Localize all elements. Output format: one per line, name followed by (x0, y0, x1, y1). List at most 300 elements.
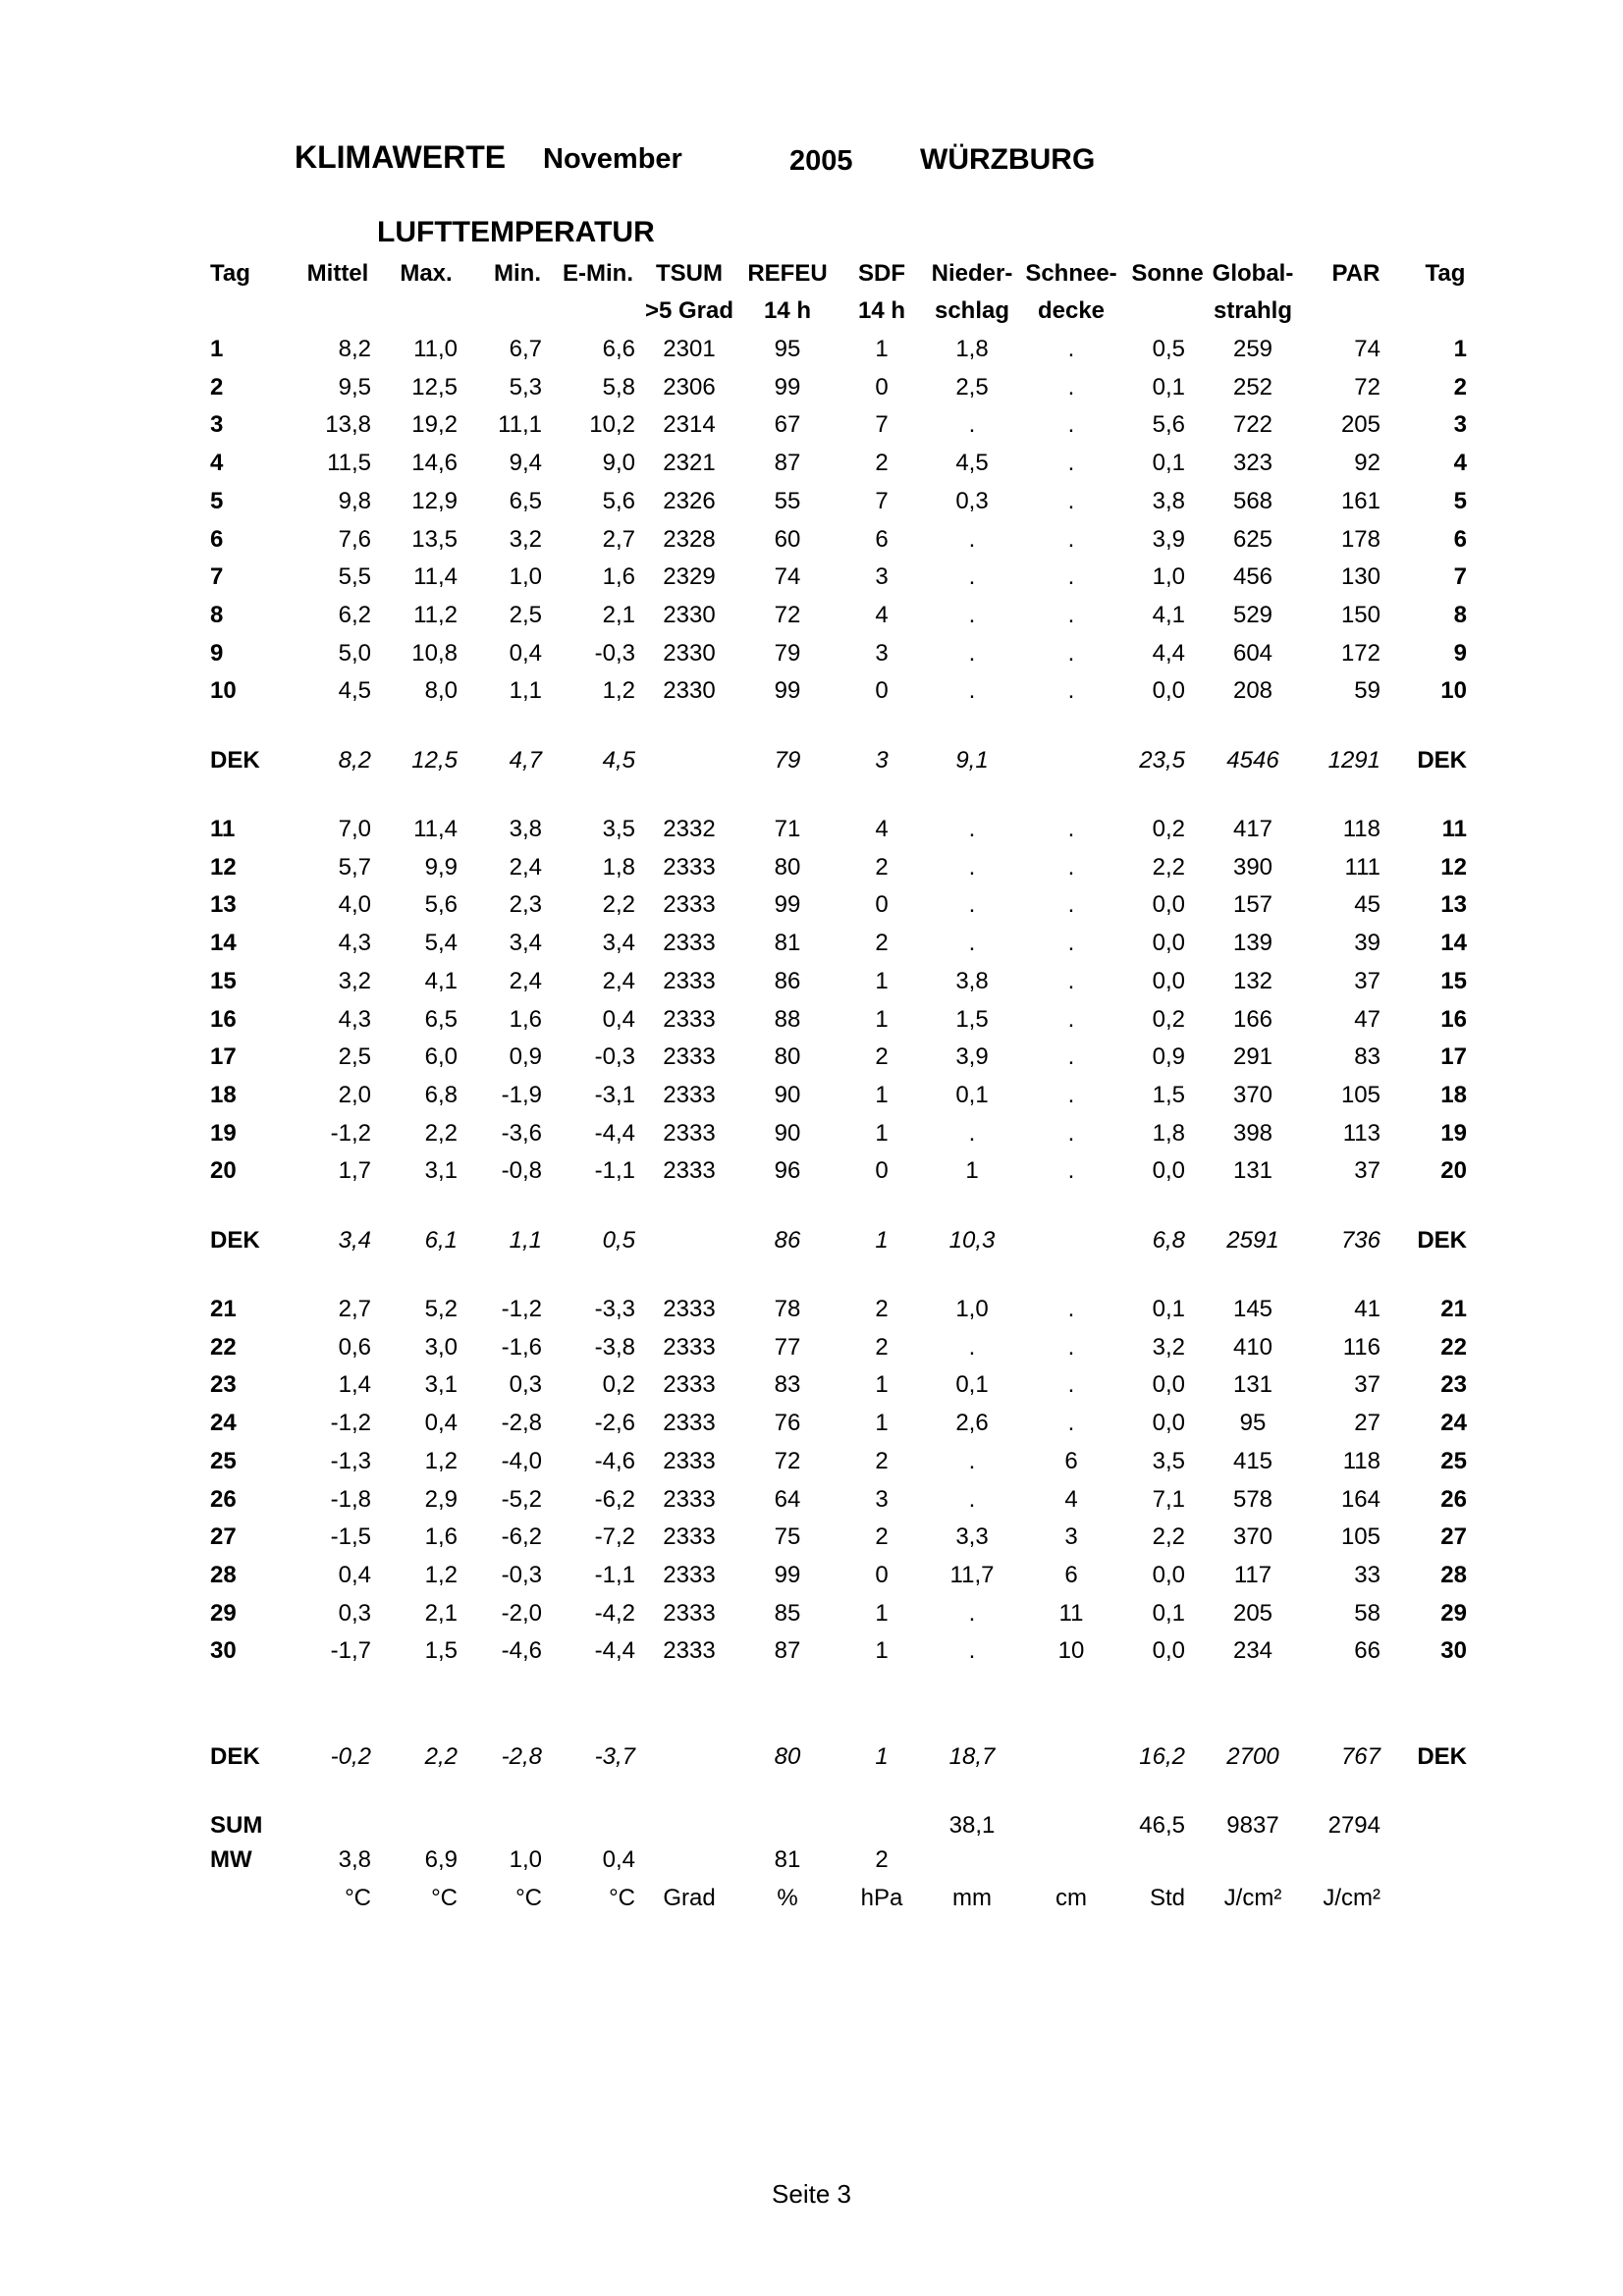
cell-value: Std (1149, 1885, 1185, 1911)
cell-value: 90 (774, 1082, 801, 1108)
cell-value: . (1067, 411, 1075, 438)
cell-value: 2,5 (509, 602, 542, 628)
cell-value: 178 (1340, 526, 1380, 553)
cell-label: Tag (1425, 260, 1466, 287)
cell-value: 9,5 (338, 374, 371, 400)
cell-value: 252 (1232, 374, 1273, 400)
cell-value: 0 (875, 1562, 889, 1588)
cell-value: 1,8 (602, 854, 635, 881)
cell-value: 3,2 (338, 968, 371, 994)
column-header-row (0, 256, 1623, 292)
cell-value: 259 (1232, 336, 1273, 362)
cell-value: 11,1 (498, 411, 542, 438)
table-row (0, 1292, 1623, 1327)
cell-value: >5 Grad (644, 297, 734, 324)
cell-value: 0,4 (509, 640, 542, 667)
cell-value: 234 (1232, 1637, 1273, 1664)
cell-value: 118 (1342, 816, 1380, 842)
cell-value: . (1067, 1082, 1075, 1108)
cell-value: 7,1 (1152, 1486, 1185, 1513)
cell-value: 5,4 (424, 930, 458, 956)
cell-value: 208 (1232, 677, 1273, 704)
cell-value: 37 (1354, 968, 1380, 994)
cell-value: 3,9 (955, 1043, 989, 1070)
cell-label: 25 (1440, 1448, 1467, 1474)
cell-value: 1 (875, 1227, 889, 1254)
cell-value: 145 (1232, 1296, 1273, 1322)
cell-value: -1,3 (330, 1448, 371, 1474)
cell-value: 2333 (663, 854, 716, 881)
cell-label: 13 (210, 891, 237, 918)
cell-value: -5,2 (501, 1486, 542, 1513)
cell-label: 16 (1440, 1006, 1467, 1033)
cell-label: 27 (210, 1523, 237, 1550)
cell-value: 0,0 (1152, 1562, 1185, 1588)
cell-value: 0,0 (1152, 930, 1185, 956)
table-row (0, 1558, 1623, 1593)
cell-value: 46,5 (1139, 1812, 1185, 1839)
cell-label: DEK (210, 1743, 260, 1770)
cell-value: 2333 (663, 1296, 716, 1322)
cell-label: DEK (1417, 1743, 1467, 1770)
cell-value: 1 (875, 1120, 889, 1147)
cell-value: 0,0 (1152, 677, 1185, 704)
cell-value: 90 (774, 1120, 801, 1147)
cell-label: 30 (1440, 1637, 1467, 1664)
cell-value: 2333 (663, 1043, 716, 1070)
cell-value: 1 (875, 1371, 889, 1398)
cell-value: 2328 (663, 526, 716, 553)
cell-label: 15 (210, 968, 237, 994)
cell-value: -6,2 (501, 1523, 542, 1550)
cell-label: 21 (210, 1296, 237, 1322)
cell-value: 99 (774, 677, 801, 704)
cell-value: . (1067, 677, 1075, 704)
cell-value: . (968, 526, 976, 553)
cell-value: 161 (1340, 488, 1380, 514)
cell-value: 0,3 (509, 1371, 542, 1398)
cell-value: 37 (1354, 1157, 1380, 1184)
cell-value: 2,4 (602, 968, 635, 994)
cell-value: 80 (774, 1043, 801, 1070)
cell-value: 79 (774, 640, 801, 667)
cell-value: 164 (1340, 1486, 1380, 1513)
table-row (0, 926, 1623, 961)
cell-value: 4,5 (338, 677, 371, 704)
cell-value: 4 (875, 602, 889, 628)
table-row (0, 1482, 1623, 1518)
cell-value: 2332 (663, 816, 716, 842)
cell-value: Mittel (306, 260, 369, 287)
cell-value: 1,5 (1152, 1082, 1185, 1108)
cell-value: 6,8 (1152, 1227, 1185, 1254)
cell-value: 2 (875, 1846, 889, 1873)
cell-value: 2 (875, 1523, 889, 1550)
table-row (0, 812, 1623, 847)
cell-value: J/cm² (1323, 1885, 1380, 1911)
cell-value: 3 (875, 640, 889, 667)
cell-value: . (968, 891, 976, 918)
cell-value: 72 (774, 1448, 801, 1474)
cell-value: 2,9 (424, 1486, 458, 1513)
cell-value: 6 (875, 526, 889, 553)
cell-value: 736 (1340, 1227, 1380, 1254)
cell-value: -4,6 (501, 1637, 542, 1664)
cell-value: 370 (1232, 1082, 1273, 1108)
cell-value: 415 (1232, 1448, 1273, 1474)
cell-value: . (968, 1637, 976, 1664)
cell-value: 4 (875, 816, 889, 842)
cell-value: 47 (1354, 1006, 1380, 1033)
cell-value: mm (952, 1885, 992, 1911)
cell-label: 11 (1441, 816, 1467, 842)
cell-value: 2326 (663, 488, 716, 514)
cell-label: SUM (210, 1812, 263, 1839)
cell-value: 172 (1340, 640, 1380, 667)
cell-label: 7 (1453, 563, 1467, 590)
cell-value: Grad (663, 1885, 716, 1911)
cell-value: 14 h (857, 297, 906, 324)
cell-value: 11 (1058, 1600, 1084, 1627)
table-row (0, 964, 1623, 999)
table-row (0, 370, 1623, 405)
cell-value: -1,1 (594, 1562, 635, 1588)
cell-value: 2,5 (955, 374, 989, 400)
cell-label: 4 (1453, 450, 1467, 476)
cell-value: 291 (1232, 1043, 1273, 1070)
cell-value: 2 (875, 450, 889, 476)
cell-value: 1 (875, 1006, 889, 1033)
cell-value: 1,6 (424, 1523, 458, 1550)
cell-value: 157 (1232, 891, 1273, 918)
cell-value: 99 (774, 891, 801, 918)
cell-value: . (1067, 816, 1075, 842)
cell-value: 0,0 (1152, 1637, 1185, 1664)
cell-value: 16,2 (1139, 1743, 1185, 1770)
cell-value: 113 (1342, 1120, 1380, 1147)
cell-value: 0,4 (602, 1006, 635, 1033)
cell-label: 5 (210, 488, 224, 514)
cell-value: 456 (1232, 563, 1273, 590)
cell-value: . (968, 854, 976, 881)
cell-value: 4546 (1226, 747, 1279, 774)
report-year: 2005 (789, 145, 853, 177)
cell-value: . (1067, 450, 1075, 476)
cell-value: -4,2 (594, 1600, 635, 1627)
table-row (0, 560, 1623, 595)
cell-value: 87 (774, 450, 801, 476)
table-row (0, 484, 1623, 519)
cell-value: 0,4 (424, 1410, 458, 1436)
cell-value: 2 (875, 1043, 889, 1070)
cell-value: . (968, 1120, 976, 1147)
table-row (0, 1002, 1623, 1038)
cell-value: 2333 (663, 1486, 716, 1513)
cell-value: 0,0 (1152, 1157, 1185, 1184)
cell-value: 79 (774, 747, 801, 774)
cell-value: 131 (1232, 1157, 1273, 1184)
report-month: November (543, 143, 682, 175)
cell-label: 26 (210, 1486, 237, 1513)
cell-value: E-Min. (563, 260, 633, 287)
cell-value: . (968, 1600, 976, 1627)
cell-value: 2,0 (338, 1082, 371, 1108)
cell-label: 10 (210, 677, 237, 704)
cell-value: 6,2 (338, 602, 371, 628)
cell-value: 74 (1354, 336, 1380, 362)
cell-label: DEK (1417, 1227, 1467, 1254)
cell-value: 9,4 (509, 450, 542, 476)
table-row (0, 1078, 1623, 1113)
cell-value: 0,4 (602, 1846, 635, 1873)
cell-value: °C (345, 1885, 371, 1911)
cell-value: 568 (1232, 488, 1273, 514)
cell-value: -4,0 (501, 1448, 542, 1474)
cell-value: 5,0 (338, 640, 371, 667)
cell-value: -0,3 (501, 1562, 542, 1588)
cell-label: 4 (210, 450, 224, 476)
cell-value: . (968, 1448, 976, 1474)
cell-value: . (968, 563, 976, 590)
cell-value: 2333 (663, 1334, 716, 1361)
cell-value: 0,4 (338, 1562, 371, 1588)
cell-value: 0,5 (602, 1227, 635, 1254)
cell-value: 13,8 (325, 411, 371, 438)
cell-value: 45 (1354, 891, 1380, 918)
cell-label: DEK (210, 1227, 260, 1254)
cell-value: 0,9 (509, 1043, 542, 1070)
cell-value: TSUM (656, 260, 723, 287)
cell-value: -6,2 (594, 1486, 635, 1513)
table-row (0, 850, 1623, 885)
cell-value: Global- (1212, 260, 1294, 287)
cell-value: 99 (774, 374, 801, 400)
table-row (0, 1520, 1623, 1555)
cell-label: 17 (1440, 1043, 1467, 1070)
cell-value: 37 (1354, 1371, 1380, 1398)
cell-value: 4,4 (1152, 640, 1185, 667)
cell-value: 60 (774, 526, 801, 553)
table-row (0, 636, 1623, 671)
cell-label: MW (210, 1846, 252, 1873)
cell-label: 3 (210, 411, 224, 438)
cell-value: 10,8 (411, 640, 458, 667)
cell-label: 18 (1440, 1082, 1467, 1108)
cell-value: 2333 (663, 1562, 716, 1588)
cell-value: 1,4 (338, 1371, 371, 1398)
column-subheader-row (0, 294, 1623, 329)
cell-value: -1,6 (501, 1334, 542, 1361)
cell-value: 12,5 (411, 747, 458, 774)
cell-label: 21 (1440, 1296, 1467, 1322)
cell-value: 5,8 (602, 374, 635, 400)
cell-value: 2333 (663, 1523, 716, 1550)
cell-value: 9,0 (602, 450, 635, 476)
cell-value: 8,0 (424, 677, 458, 704)
cell-value: 83 (1354, 1043, 1380, 1070)
cell-value: 72 (1354, 374, 1380, 400)
table-row (0, 1406, 1623, 1441)
cell-value: -1,8 (330, 1486, 371, 1513)
cell-value: 39 (1354, 930, 1380, 956)
cell-value: 4 (1064, 1486, 1078, 1513)
cell-label: 19 (1440, 1120, 1467, 1147)
cell-value: 0,2 (1152, 816, 1185, 842)
cell-value: 2794 (1327, 1812, 1380, 1839)
cell-value: 105 (1340, 1082, 1380, 1108)
cell-label: 22 (1440, 1334, 1467, 1361)
cell-value: 2333 (663, 891, 716, 918)
cell-value: % (777, 1885, 798, 1911)
cell-value: cm (1055, 1885, 1087, 1911)
cell-value: 2700 (1226, 1743, 1279, 1770)
cell-value: 81 (774, 930, 801, 956)
cell-value: 88 (774, 1006, 801, 1033)
cell-value: 59 (1354, 677, 1380, 704)
cell-label: 28 (210, 1562, 237, 1588)
cell-value: 9,1 (955, 747, 989, 774)
cell-value: 11,4 (413, 563, 458, 590)
cell-value: 2,7 (602, 526, 635, 553)
sum-row (0, 1808, 1623, 1843)
cell-value: Min. (494, 260, 541, 287)
cell-value: 3,9 (1152, 526, 1185, 553)
cell-value: 6,7 (509, 336, 542, 362)
cell-value: . (968, 411, 976, 438)
cell-value: 3 (875, 563, 889, 590)
cell-value: 0,0 (1152, 1410, 1185, 1436)
cell-label: 6 (210, 526, 224, 553)
cell-value: 2333 (663, 1410, 716, 1436)
cell-value: 1,0 (1152, 563, 1185, 590)
cell-value: -4,4 (594, 1120, 635, 1147)
cell-value: 1,2 (424, 1562, 458, 1588)
cell-value: 111 (1344, 854, 1380, 881)
cell-label: 12 (1440, 854, 1467, 881)
cell-value: . (968, 1334, 976, 1361)
cell-value: 7 (875, 411, 889, 438)
cell-value: 1 (875, 1637, 889, 1664)
cell-value: 4,0 (338, 891, 371, 918)
cell-value: 3,5 (1152, 1448, 1185, 1474)
cell-label: 29 (210, 1600, 237, 1627)
cell-value: 4,5 (602, 747, 635, 774)
cell-value: 86 (774, 1227, 801, 1254)
cell-value: . (1067, 854, 1075, 881)
cell-value: 38,1 (948, 1812, 996, 1839)
table-row (0, 1153, 1623, 1189)
report-city: WÜRZBURG (920, 143, 1096, 176)
cell-value: . (1067, 336, 1075, 362)
cell-value: 1,1 (509, 1227, 542, 1254)
cell-value: 0,1 (1152, 450, 1185, 476)
cell-label: 12 (210, 854, 237, 881)
cell-value: 2 (875, 1296, 889, 1322)
cell-value: 116 (1342, 1334, 1380, 1361)
cell-value: 2,6 (955, 1410, 989, 1436)
cell-value: 130 (1340, 563, 1380, 590)
cell-value: 6,9 (424, 1846, 458, 1873)
cell-value: 8,2 (338, 336, 371, 362)
cell-value: 2333 (663, 1157, 716, 1184)
table-row (0, 1444, 1623, 1479)
cell-value: -1,2 (330, 1120, 371, 1147)
cell-label: 1 (1453, 336, 1467, 362)
cell-value: 2333 (663, 1637, 716, 1664)
cell-value: 323 (1232, 450, 1273, 476)
cell-value: 95 (774, 336, 801, 362)
cell-value: 4,7 (509, 747, 542, 774)
cell-value: 2333 (663, 1448, 716, 1474)
table-row (0, 887, 1623, 923)
cell-label: 19 (210, 1120, 237, 1147)
cell-value: J/cm² (1223, 1885, 1282, 1911)
cell-value: 78 (774, 1296, 801, 1322)
cell-value: 74 (774, 563, 801, 590)
cell-value: 23,5 (1139, 747, 1185, 774)
cell-label: 22 (210, 1334, 237, 1361)
cell-value: 6,1 (424, 1227, 458, 1254)
cell-value: 27 (1354, 1410, 1380, 1436)
cell-label: DEK (210, 747, 260, 774)
cell-value: 95 (1239, 1410, 1267, 1436)
cell-value: 2306 (663, 374, 716, 400)
cell-value: 14,6 (411, 450, 458, 476)
cell-label: 23 (210, 1371, 237, 1398)
cell-label: 13 (1440, 891, 1467, 918)
cell-value: 0 (875, 891, 889, 918)
cell-value: 0,3 (955, 488, 989, 514)
cell-value: 2,2 (602, 891, 635, 918)
cell-value: 77 (774, 1334, 801, 1361)
cell-value: . (1067, 1006, 1075, 1033)
cell-value: 83 (774, 1371, 801, 1398)
cell-value: 2333 (663, 968, 716, 994)
cell-label: 6 (1453, 526, 1467, 553)
cell-value: 4,3 (338, 930, 371, 956)
cell-value: strahlg (1213, 297, 1293, 324)
cell-value: -0,3 (594, 640, 635, 667)
cell-value: 1,2 (424, 1448, 458, 1474)
decade-row (0, 1739, 1623, 1775)
cell-label: DEK (1417, 747, 1467, 774)
mean-row (0, 1842, 1623, 1878)
cell-value: 5,5 (338, 563, 371, 590)
cell-value: . (1067, 374, 1075, 400)
cell-value: 7,0 (338, 816, 371, 842)
cell-value: °C (515, 1885, 542, 1911)
cell-label: 1 (210, 336, 224, 362)
cell-value: 2,2 (424, 1743, 458, 1770)
cell-value: 2,2 (1152, 1523, 1185, 1550)
cell-value: -1,1 (594, 1157, 635, 1184)
cell-value: 86 (774, 968, 801, 994)
cell-value: PAR (1331, 260, 1380, 287)
cell-value: 2,2 (1152, 854, 1185, 881)
cell-value: 19,2 (411, 411, 458, 438)
cell-value: 722 (1232, 411, 1273, 438)
cell-value: Nieder- (931, 260, 1013, 287)
cell-label: Tag (210, 260, 250, 287)
cell-value: 131 (1232, 1371, 1273, 1398)
report-title: KLIMAWERTE (295, 139, 507, 175)
cell-value: 3 (1064, 1523, 1078, 1550)
cell-value: 390 (1232, 854, 1273, 881)
cell-value: 1 (875, 968, 889, 994)
cell-value: 75 (774, 1523, 801, 1550)
cell-value: -0,8 (501, 1157, 542, 1184)
cell-value: 205 (1340, 411, 1380, 438)
